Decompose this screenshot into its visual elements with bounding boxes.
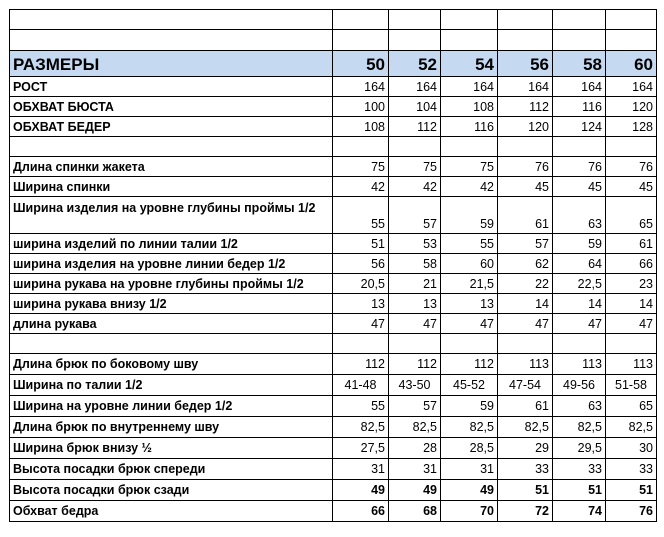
size-header: 58 [553,51,606,77]
value-cell: 63 [553,396,606,417]
value-cell: 45-52 [441,375,498,396]
value-cell: 59 [441,396,498,417]
empty-cell [333,137,389,157]
row-label: ширина рукава внизу 1/2 [10,294,333,314]
value-cell: 128 [606,117,657,137]
value-cell: 82,5 [498,417,553,438]
value-cell: 120 [498,117,553,137]
value-cell: 76 [553,157,606,177]
value-cell: 45 [498,177,553,197]
size-header: 52 [389,51,441,77]
empty-cell [441,10,498,30]
size-table [9,9,657,522]
value-cell: 47 [389,314,441,334]
value-cell: 116 [553,97,606,117]
value-cell: 57 [389,396,441,417]
value-cell: 49 [441,480,498,501]
empty-cell [441,30,498,51]
value-cell: 58 [389,254,441,274]
empty-cell [333,10,389,30]
row-label: Ширина на уровне линии бедер 1/2 [10,396,333,417]
value-cell: 72 [498,501,553,522]
table-row [10,459,657,480]
value-cell: 82,5 [606,417,657,438]
empty-cell [553,10,606,30]
empty-row [10,334,657,354]
table-row [10,438,657,459]
value-cell: 112 [389,354,441,375]
empty-cell [498,334,553,354]
value-cell: 45 [553,177,606,197]
empty-cell [498,137,553,157]
value-cell: 55 [333,197,389,234]
empty-cell [553,137,606,157]
empty-cell [606,137,657,157]
value-cell: 13 [333,294,389,314]
row-label: Длина брюк по боковому шву [10,354,333,375]
value-cell: 56 [333,254,389,274]
empty-cell [498,10,553,30]
value-cell: 29,5 [553,438,606,459]
table-row [10,314,657,334]
empty-cell [606,30,657,51]
header-row [10,51,657,77]
empty-cell [389,334,441,354]
value-cell: 47 [606,314,657,334]
value-cell: 47 [553,314,606,334]
value-cell: 75 [333,157,389,177]
value-cell: 41-48 [333,375,389,396]
value-cell: 112 [389,117,441,137]
value-cell: 108 [441,97,498,117]
value-cell: 60 [441,254,498,274]
value-cell: 82,5 [441,417,498,438]
value-cell: 124 [553,117,606,137]
value-cell: 100 [333,97,389,117]
empty-row [10,30,657,51]
value-cell: 66 [333,501,389,522]
empty-cell [553,30,606,51]
table-row [10,117,657,137]
value-cell: 65 [606,396,657,417]
value-cell: 29 [498,438,553,459]
empty-cell [10,334,333,354]
row-label: Высота посадки брюк спереди [10,459,333,480]
table-row [10,417,657,438]
value-cell: 59 [441,197,498,234]
value-cell: 82,5 [389,417,441,438]
value-cell: 31 [389,459,441,480]
value-cell: 49 [389,480,441,501]
header-title: РАЗМЕРЫ [10,51,333,77]
value-cell: 23 [606,274,657,294]
value-cell: 13 [389,294,441,314]
value-cell: 164 [389,77,441,97]
value-cell: 51 [333,234,389,254]
value-cell: 47 [441,314,498,334]
value-cell: 21 [389,274,441,294]
value-cell: 20,5 [333,274,389,294]
value-cell: 75 [441,157,498,177]
empty-cell [441,137,498,157]
table-row [10,294,657,314]
row-label: Длина брюк по внутреннему шву [10,417,333,438]
value-cell: 53 [389,234,441,254]
value-cell: 113 [553,354,606,375]
empty-cell [441,334,498,354]
row-label: ОБХВАТ БЮСТА [10,97,333,117]
value-cell: 164 [553,77,606,97]
value-cell: 164 [333,77,389,97]
size-header: 56 [498,51,553,77]
empty-row [10,137,657,157]
value-cell: 31 [333,459,389,480]
value-cell: 82,5 [553,417,606,438]
value-cell: 66 [606,254,657,274]
value-cell: 113 [498,354,553,375]
row-label: ширина рукава на уровне глубины проймы 1/2 [10,274,333,294]
size-header: 54 [441,51,498,77]
value-cell: 43-50 [389,375,441,396]
value-cell: 14 [553,294,606,314]
table-row [10,354,657,375]
size-chart [9,9,657,522]
table-row [10,197,657,234]
row-label: Длина спинки жакета [10,157,333,177]
value-cell: 45 [606,177,657,197]
value-cell: 108 [333,117,389,137]
value-cell: 55 [333,396,389,417]
table-row [10,375,657,396]
value-cell: 27,5 [333,438,389,459]
value-cell: 28,5 [441,438,498,459]
value-cell: 33 [498,459,553,480]
value-cell: 61 [498,197,553,234]
value-cell: 64 [553,254,606,274]
table-row [10,254,657,274]
value-cell: 112 [441,354,498,375]
row-label: Обхват бедра [10,501,333,522]
value-cell: 47-54 [498,375,553,396]
value-cell: 14 [606,294,657,314]
value-cell: 42 [333,177,389,197]
value-cell: 47 [333,314,389,334]
table-row [10,177,657,197]
value-cell: 113 [606,354,657,375]
value-cell: 57 [389,197,441,234]
row-label: Ширина по талии 1/2 [10,375,333,396]
value-cell: 61 [498,396,553,417]
value-cell: 164 [498,77,553,97]
size-header: 50 [333,51,389,77]
table-row [10,274,657,294]
value-cell: 22,5 [553,274,606,294]
row-label: Ширина брюк внизу ½ [10,438,333,459]
empty-cell [606,334,657,354]
value-cell: 47 [498,314,553,334]
value-cell: 65 [606,197,657,234]
value-cell: 33 [553,459,606,480]
value-cell: 30 [606,438,657,459]
value-cell: 57 [498,234,553,254]
value-cell: 51 [606,480,657,501]
value-cell: 59 [553,234,606,254]
table-row [10,396,657,417]
row-label: Высота посадки брюк сзади [10,480,333,501]
row-label: ширина изделий по линии талии 1/2 [10,234,333,254]
empty-cell [389,10,441,30]
row-label: Ширина спинки [10,177,333,197]
size-header: 60 [606,51,657,77]
value-cell: 49-56 [553,375,606,396]
empty-cell [498,30,553,51]
empty-cell [389,30,441,51]
value-cell: 51 [498,480,553,501]
value-cell: 61 [606,234,657,254]
value-cell: 13 [441,294,498,314]
value-cell: 76 [498,157,553,177]
row-label: ширина изделия на уровне линии бедер 1/2 [10,254,333,274]
value-cell: 76 [606,501,657,522]
table-row [10,157,657,177]
value-cell: 51-58 [606,375,657,396]
value-cell: 62 [498,254,553,274]
row-label: Ширина изделия на уровне глубины проймы 1/2 [10,197,333,234]
value-cell: 68 [389,501,441,522]
empty-row [10,10,657,30]
value-cell: 116 [441,117,498,137]
value-cell: 82,5 [333,417,389,438]
value-cell: 21,5 [441,274,498,294]
empty-cell [333,334,389,354]
value-cell: 104 [389,97,441,117]
empty-cell [389,137,441,157]
value-cell: 112 [498,97,553,117]
table-row [10,97,657,117]
table-row [10,501,657,522]
table-row [10,77,657,97]
row-label: РОСТ [10,77,333,97]
empty-cell [10,10,333,30]
value-cell: 14 [498,294,553,314]
value-cell: 28 [389,438,441,459]
value-cell: 51 [553,480,606,501]
value-cell: 31 [441,459,498,480]
empty-cell [333,30,389,51]
row-label: длина рукава [10,314,333,334]
value-cell: 75 [389,157,441,177]
value-cell: 76 [606,157,657,177]
table-row [10,480,657,501]
empty-cell [10,137,333,157]
value-cell: 70 [441,501,498,522]
value-cell: 22 [498,274,553,294]
value-cell: 42 [441,177,498,197]
value-cell: 33 [606,459,657,480]
value-cell: 164 [606,77,657,97]
value-cell: 63 [553,197,606,234]
empty-cell [606,10,657,30]
empty-cell [10,30,333,51]
value-cell: 164 [441,77,498,97]
value-cell: 49 [333,480,389,501]
table-row [10,234,657,254]
value-cell: 42 [389,177,441,197]
row-label: ОБХВАТ БЕДЕР [10,117,333,137]
empty-cell [553,334,606,354]
value-cell: 112 [333,354,389,375]
value-cell: 120 [606,97,657,117]
value-cell: 55 [441,234,498,254]
value-cell: 74 [553,501,606,522]
